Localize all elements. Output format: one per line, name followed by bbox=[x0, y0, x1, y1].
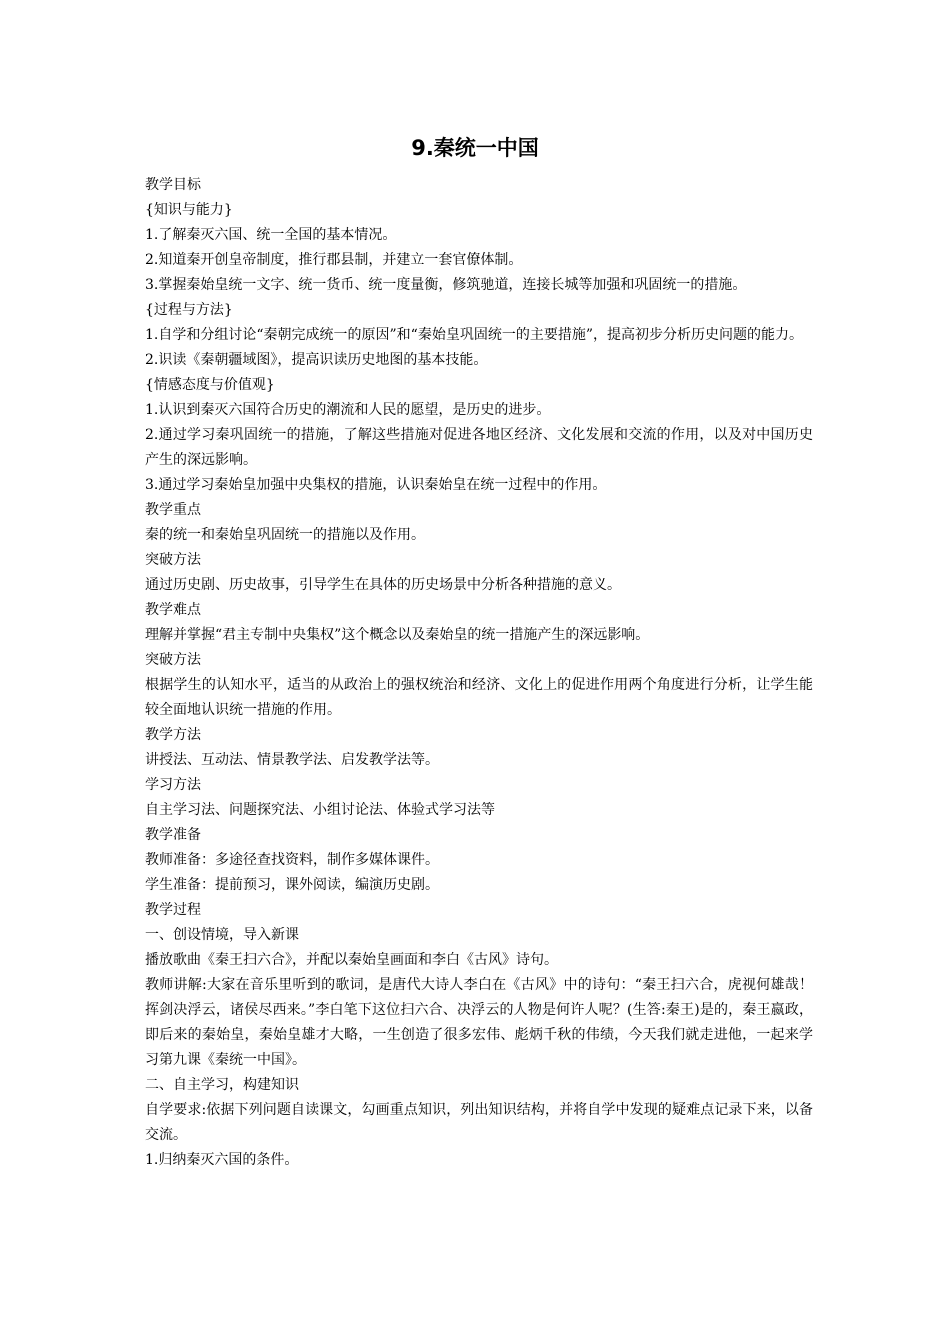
paragraph: 教师准备：多途径查找资料，制作多媒体课件。 bbox=[145, 852, 439, 868]
paragraph: 教师讲解:大家在音乐里听到的歌词，是唐代大诗人李白在《古风》中的诗句：“秦王扫六合，虎视何雄哉！挥剑决浮云，诸侯尽西来。”李白笔下这位扫六合、决浮云的人物是何许人呢？(生答:秦王)是的，秦王嬴政，即后来的秦始皇，秦始皇雄才大略，一生创造了很多宏伟、彪炳千秋的伟绩，今天我们就走进他，一起来学习第九课《秦统一中国》。 bbox=[145, 977, 813, 1068]
subsection-heading: {知识与能力} bbox=[145, 202, 233, 218]
section-heading: 教学重点 bbox=[145, 502, 201, 518]
list-item: 3.通过学习秦始皇加强中央集权的措施，认识秦始皇在统一过程中的作用。 bbox=[145, 477, 607, 493]
list-item: 2.知道秦开创皇帝制度，推行郡县制，并建立一套官僚体制。 bbox=[145, 252, 523, 268]
list-item: 3.掌握秦始皇统一文字、统一货币、统一度量衡，修筑驰道，连接长城等加强和巩固统一的措施。 bbox=[145, 277, 747, 293]
paragraph: 播放歌曲《秦王扫六合》，并配以秦始皇画面和李白《古风》诗句。 bbox=[145, 952, 558, 968]
paragraph: 理解并掌握“君主专制中央集权”这个概念以及秦始皇的统一措施产生的深远影响。 bbox=[145, 627, 650, 643]
paragraph: 讲授法、互动法、情景教学法、启发教学法等。 bbox=[145, 752, 439, 768]
section-heading: 突破方法 bbox=[145, 552, 201, 568]
list-item: 1.自学和分组讨论“秦朝完成统一的原因”和“秦始皇巩固统一的主要措施”，提高初步分析历史问题的能力。 bbox=[145, 327, 803, 343]
paragraph: 根据学生的认知水平，适当的从政治上的强权统治和经济、文化上的促进作用两个角度进行分析，让学生能较全面地认识统一措施的作用。 bbox=[145, 677, 813, 718]
list-item: 1.归纳秦灭六国的条件。 bbox=[145, 1152, 299, 1168]
section-heading: 突破方法 bbox=[145, 652, 201, 668]
document-title: 9.秦统一中国 bbox=[411, 136, 539, 160]
paragraph: 通过历史剧、历史故事，引导学生在具体的历史场景中分析各种措施的意义。 bbox=[145, 577, 621, 593]
subsection-heading: 一、创设情境，导入新课 bbox=[145, 927, 299, 943]
subsection-heading: {过程与方法} bbox=[145, 302, 233, 318]
section-heading: 教学难点 bbox=[145, 602, 201, 618]
list-item: 2.通过学习秦巩固统一的措施，了解这些措施对促进各地区经济、文化发展和交流的作用，以及对中国历史产生的深远影响。 bbox=[145, 427, 813, 468]
list-item: 2.识读《秦朝疆域图》，提高识读历史地图的基本技能。 bbox=[145, 352, 488, 368]
paragraph: 学生准备：提前预习，课外阅读，编演历史剧。 bbox=[145, 877, 439, 893]
document-body bbox=[145, 173, 813, 1173]
section-heading: 教学目标 bbox=[145, 177, 201, 193]
list-item: 1.了解秦灭六国、统一全国的基本情况。 bbox=[145, 227, 397, 243]
paragraph: 自主学习法、问题探究法、小组讨论法、体验式学习法等 bbox=[145, 802, 495, 818]
section-heading: 教学过程 bbox=[145, 902, 201, 918]
subsection-heading: 二、自主学习，构建知识 bbox=[145, 1077, 299, 1093]
subsection-heading: {情感态度与价值观} bbox=[145, 377, 275, 393]
section-heading: 教学方法 bbox=[145, 727, 201, 743]
section-heading: 教学准备 bbox=[145, 827, 201, 843]
list-item: 1.认识到秦灭六国符合历史的潮流和人民的愿望，是历史的进步。 bbox=[145, 402, 551, 418]
paragraph: 秦的统一和秦始皇巩固统一的措施以及作用。 bbox=[145, 527, 425, 543]
section-heading: 学习方法 bbox=[145, 777, 201, 793]
paragraph: 自学要求:依据下列问题自读课文，勾画重点知识，列出知识结构，并将自学中发现的疑难点记录下来，以备交流。 bbox=[145, 1102, 813, 1143]
